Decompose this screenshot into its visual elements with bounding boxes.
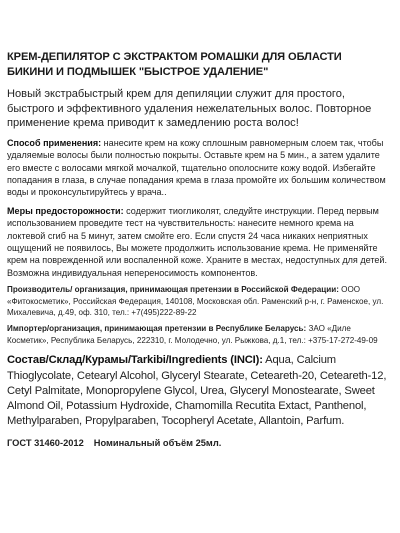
ingredients-section bbox=[7, 353, 389, 429]
manufacturer-text: ООО «Фитокосметик», Российская Федерация, 140108, Московская обл. Раменский р-н, г. Раменское, ул. Михалевича, д.49, оф. 310, тел.: +7(495)222-89-22 bbox=[7, 285, 384, 318]
precautions-text: содержит тиогликолят, следуйте инструкции. Перед первым использованием проведите тест на чувствительность: нанесите немного крема на локтевой сгиб на 5 минут, затем смойте его. Если спустя 24 часа никаких неприятных ощущений не появилось, Вы можете продолжить использование крема. Не применяйте крем на поврежденной или воспаленной коже. Храните в местах, недоступных для детей. Возможна индивидуальная непереносимость компонентов. bbox=[7, 205, 387, 278]
manufacturer-section bbox=[7, 284, 389, 318]
manufacturer-label: Производитель/ организация, принимающая претензии в Российской Федерации: bbox=[7, 285, 339, 295]
precautions-section bbox=[7, 205, 389, 279]
ingredients-text: Aqua, Calcium Thioglycolate, Cetearyl Alcohol, Glyceryl Stearate, Ceteareth-20, Ceteareth-12, Cetyl Palmitate, Monopropylene Glycol, Urea, Glyceryl Monostearate, Sweet Almond Oil, Potassium Hydroxide, Chamomilla Recutita Extact, Panthenol, Methylparaben, Propylparaben, Tocopheryl Acetate, Allantoin, Parfum. bbox=[7, 354, 387, 428]
precautions-label: Меры предосторожности: bbox=[7, 205, 124, 216]
product-intro: Новый экстрабыстрый крем для депиляции служит для простого, быстрого и эффективного удаления нежелательных волос. Повторное применение крема приводит к замедлению роста волос! bbox=[7, 88, 372, 130]
nominal-volume: Номинальный объём 25мл. bbox=[93, 437, 222, 448]
importer-section bbox=[7, 323, 389, 346]
usage-section bbox=[7, 137, 389, 199]
importer-text: ЗАО «Диле Косметик», Республика Беларусь, 222310, г. Молодечно, ул. Рыжкова, д.1, тел.: +375-17-272-49-09 bbox=[7, 324, 378, 345]
gost-standard: ГОСТ 31460-2012 bbox=[7, 437, 84, 448]
usage-text: нанесите крем на кожу сплошным равномерным слоем так, чтобы удаляемые волосы были полностью покрыты. Оставьте крем на 5 мин., а затем удалите его вместе с волосами мягкой мочалкой, тщательно ополосните кожу водой. Избегайте попадания в глаза, в случае попадания крема в глаза промойте их большим количеством воды и проконсультируйтесь у врача.. bbox=[7, 137, 386, 198]
usage-label: Способ применения: bbox=[7, 137, 102, 148]
importer-label: Импортер/организация, принимающая претензии в Республике Беларусь: bbox=[7, 324, 307, 334]
standard-volume-line bbox=[7, 438, 389, 448]
ingredients-label: Состав/Склад/Курамы/Tarkibi/Ingredients (INCI): bbox=[7, 354, 263, 367]
product-title: КРЕМ-ДЕПИЛЯТОР С ЭКСТРАКТОМ РОМАШКИ ДЛЯ ОБЛАСТИ БИКИНИ И ПОДМЫШЕК "БЫСТРОЕ УДАЛЕНИЕ" bbox=[7, 51, 342, 78]
